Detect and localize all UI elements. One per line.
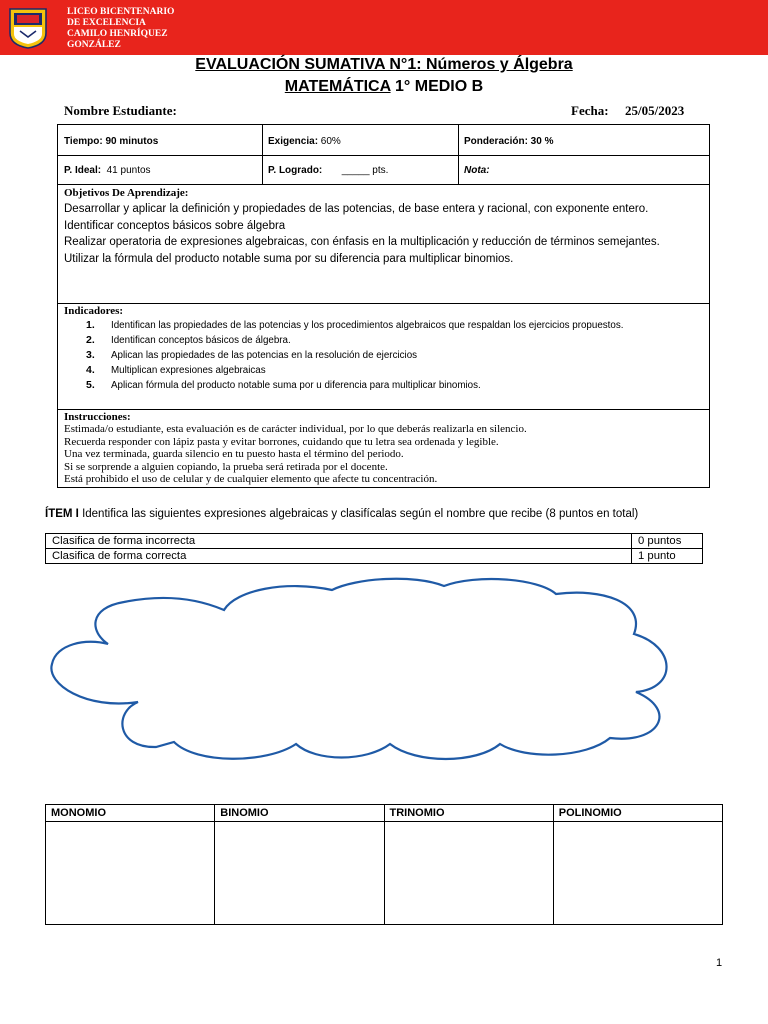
exam-title: EVALUACIÓN SUMATIVA N°1: Números y Álgebra [195,56,573,73]
criterion-cell: Clasifica de forma correcta [46,549,632,564]
item-1-label: ÍTEM I [45,508,79,520]
school-line: CAMILO HENRÍQUEZ [67,29,168,39]
objetivo-item: Desarrollar y aplicar la definición y propiedades de las potencias, de base entera y racional, con exponente entero. [64,203,649,215]
expressions-cloud [46,572,676,767]
cloud-outline [51,579,666,759]
ponderacion-value: 30 % [527,136,554,147]
school-logo [8,7,48,49]
answer-cell-trinomio[interactable] [384,822,553,925]
divider [58,409,709,410]
page-number: 1 [716,957,723,969]
logrado-label: P. Logrado: [268,165,323,176]
exigencia-label: Exigencia: [268,136,319,147]
indicador-number: 2. [86,334,95,346]
instruccion-line: Si se sorprende a alguien copiando, la prueba será retirada por el docente. [64,460,388,473]
ponderacion-cell [464,136,553,148]
instruccion-line: Estimada/o estudiante, esta evaluación es de carácter individual, por lo que deberás realizarla en silencio. [64,423,527,435]
tiempo-value: 90 minutos [102,136,159,147]
ponderacion-label: Ponderación: [464,136,528,147]
exam-subtitle [0,78,768,96]
answer-cell-monomio[interactable] [46,822,215,925]
indicador-number: 5. [86,379,95,391]
scoring-table [45,533,703,564]
objetivo-item: Realizar operatoria de expresiones algebraicas, con énfasis en la multiplicación y reducción de términos semejantes. [64,236,660,248]
classification-table [45,804,723,925]
column-header: MONOMIO [46,805,215,822]
column-header: POLINOMIO [553,805,722,822]
ideal-label: P. Ideal: [64,165,102,176]
indicador-item [86,348,676,363]
school-line: DE EXCELENCIA [67,18,146,28]
indicador-text: Identifican conceptos básicos de álgebra. [111,335,291,346]
indicador-item [86,363,676,378]
indicador-text: Identifican las propiedades de las potencias y los procedimientos algebraicos que respaldan los ejercicios propuestos. [111,320,624,331]
item-1-text: Identifica las siguientes expresiones algebraicas y clasifícalas según el nombre que recibe (8 puntos en total) [78,508,639,520]
indicador-number: 4. [86,364,95,376]
instruccion-line: Una vez terminada, guarda silencio en tu puesto hasta el término del periodo. [64,448,404,461]
instruccion-line: Está prohibido el uso de celular y de cualquier elemento que afecte tu concentración. [64,473,438,486]
divider [262,125,263,185]
nota-label: Nota: [464,165,490,176]
school-line: LICEO BICENTENARIO [67,7,175,17]
instruccion-line: Recuerda responder con lápiz pasta y evitar borrones, cuidando que tu letra sea ordenada y legible. [64,435,499,448]
criterion-cell: Clasifica de forma incorrecta [46,534,632,549]
table-header-row [46,805,723,822]
indicadores-title: Indicadores: [64,305,124,317]
ideal-value: 41 puntos [101,165,151,176]
table-row [46,549,703,564]
indicador-number: 1. [86,319,95,331]
indicador-item [86,333,676,348]
tiempo-label: Tiempo: [64,136,103,147]
divider [58,303,709,304]
objetivos-title: Objetivos De Aprendizaje: [64,187,189,199]
divider [58,184,709,185]
indicador-item [86,318,676,333]
instrucciones-list [64,423,699,486]
date-label: Fecha: [571,103,609,118]
puntaje-ideal-cell [64,165,151,177]
objetivos-list [64,201,684,267]
answer-cell-binomio[interactable] [215,822,384,925]
points-cell: 0 puntos [632,534,703,549]
date-value: 25/05/2023 [625,103,685,118]
indicador-text: Aplican las propiedades de las potencias en la resolución de ejercicios [111,350,418,361]
table-row [46,534,703,549]
puntaje-logrado-cell [268,165,388,177]
course-name: 1° MEDIO B [390,78,484,95]
answer-cell-polinomio[interactable] [553,822,722,925]
school-name [67,7,174,51]
column-header: TRINOMIO [384,805,553,822]
objetivo-item: Identificar conceptos básicos sobre álgebra [64,219,286,232]
item-1-heading [45,508,638,520]
exigencia-cell [268,136,341,148]
exigencia-value: 60% [318,136,341,147]
divider [58,155,709,156]
indicador-item [86,378,676,393]
points-cell: 1 punto [632,549,703,564]
indicador-text: Aplican fórmula del producto notable suma por u diferencia para multiplicar binomios. [111,380,481,391]
divider [458,125,459,185]
table-row [46,822,723,925]
indicador-number: 3. [86,349,95,361]
objetivo-item: Utilizar la fórmula del producto notable suma por su diferencia para multiplicar binomios. [64,252,514,265]
column-header: BINOMIO [215,805,384,822]
indicador-text: Multiplican expresiones algebraicas [111,365,266,376]
student-name-label: Nombre Estudiante: [64,103,177,118]
nota-cell [464,165,490,177]
subject-name: MATEMÁTICA [284,78,391,95]
instrucciones-title: Instrucciones: [64,411,131,423]
school-line: GONZÁLEZ [67,40,121,50]
logrado-value: _____ pts. [322,165,389,176]
exam-info-frame [57,124,710,488]
indicadores-list [86,318,676,393]
tiempo-cell [64,136,158,148]
